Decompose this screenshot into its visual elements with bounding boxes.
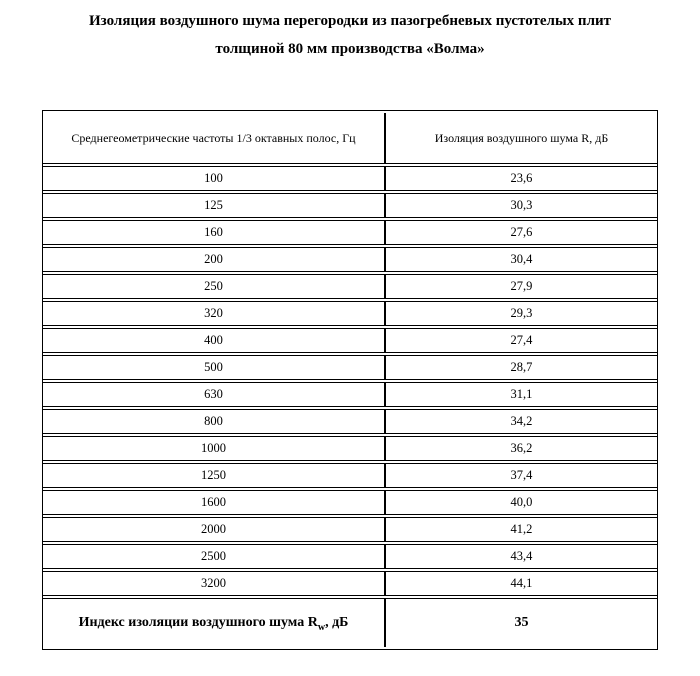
table-row [43,301,657,326]
insulation-cell: 41,2 [385,517,657,542]
table-row [43,436,657,461]
frequency-cell: 2000 [43,517,385,542]
table-row [43,571,657,596]
insulation-cell: 23,6 [385,166,657,191]
footer-label-prefix: Индекс изоляции воздушного шума R [78,615,318,630]
table-footer [43,598,657,647]
insulation-cell: 27,4 [385,328,657,353]
insulation-cell: 27,9 [385,274,657,299]
insulation-cell: 37,4 [385,463,657,488]
frequency-cell: 160 [43,220,385,245]
frequency-cell: 1250 [43,463,385,488]
insulation-cell: 30,4 [385,247,657,272]
frequency-cell: 1600 [43,490,385,515]
footer-row [43,598,657,647]
frequency-cell: 630 [43,382,385,407]
frequency-cell: 200 [43,247,385,272]
noise-insulation-table-container [42,110,658,650]
table-body [43,166,657,596]
footer-label-suffix: , дБ [325,615,349,630]
table-row [43,544,657,569]
table-row [43,382,657,407]
insulation-cell: 36,2 [385,436,657,461]
footer-label [43,598,385,647]
page-title-line-2: толщиной 80 мм производства «Волма» [215,41,485,57]
header-row [43,113,657,164]
page-title [0,7,700,63]
table-row [43,355,657,380]
table-row [43,193,657,218]
table-row [43,247,657,272]
frequency-cell: 2500 [43,544,385,569]
insulation-cell: 43,4 [385,544,657,569]
insulation-cell: 27,6 [385,220,657,245]
frequency-cell: 3200 [43,571,385,596]
frequency-cell: 500 [43,355,385,380]
frequency-cell: 250 [43,274,385,299]
frequency-cell: 320 [43,301,385,326]
footer-label-subscript: w [317,621,326,633]
frequency-cell: 100 [43,166,385,191]
table-row [43,463,657,488]
insulation-cell: 30,3 [385,193,657,218]
table-header [43,113,657,164]
insulation-cell: 31,1 [385,382,657,407]
table-row [43,409,657,434]
noise-insulation-table [43,111,657,649]
footer-value: 35 [385,598,657,647]
frequency-cell: 800 [43,409,385,434]
insulation-cell: 28,7 [385,355,657,380]
frequency-cell: 125 [43,193,385,218]
table-row [43,166,657,191]
insulation-cell: 44,1 [385,571,657,596]
table-row [43,220,657,245]
frequency-cell: 400 [43,328,385,353]
page-title-line-1: Изоляция воздушного шума перегородки из пазогребневых пустотелых плит [89,13,611,29]
column-header-insulation: Изоляция воздушного шума R, дБ [385,113,657,164]
table-row [43,328,657,353]
insulation-cell: 29,3 [385,301,657,326]
column-header-frequency: Среднегеометрические частоты 1/3 октавных полос, Гц [43,113,385,164]
table-row [43,517,657,542]
table-row [43,274,657,299]
table-row [43,490,657,515]
insulation-cell: 34,2 [385,409,657,434]
insulation-cell: 40,0 [385,490,657,515]
frequency-cell: 1000 [43,436,385,461]
